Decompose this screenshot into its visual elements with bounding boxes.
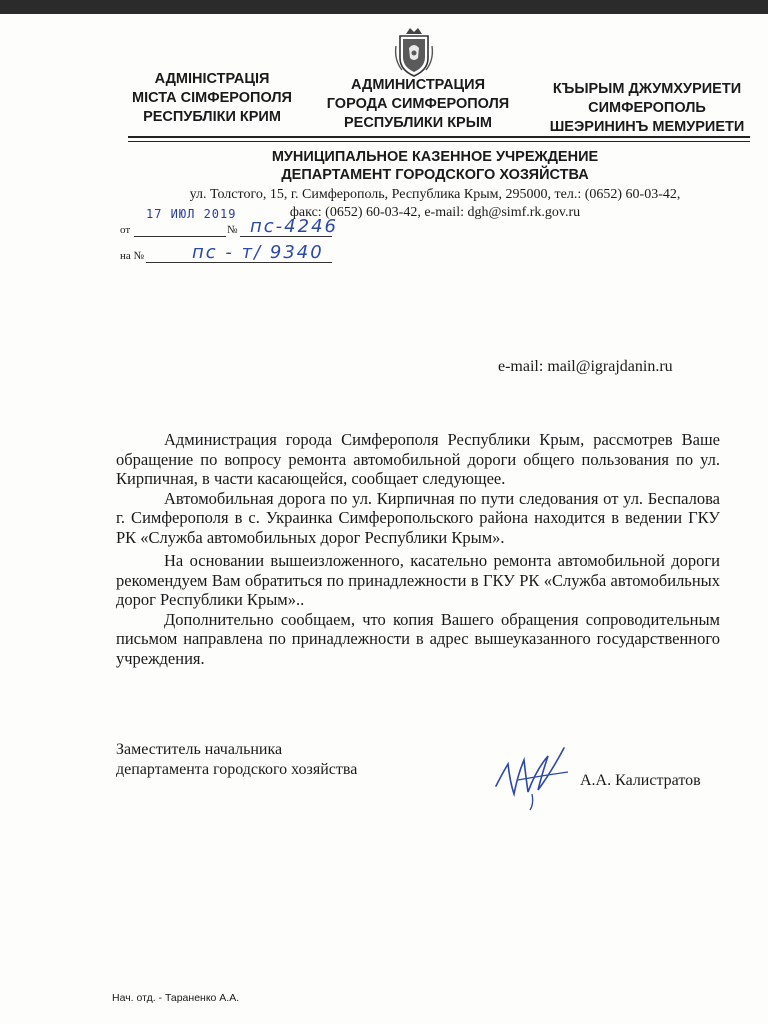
incoming-number-handwritten: пс - т/ 9340 xyxy=(192,242,324,263)
date-underline xyxy=(134,236,226,237)
body-paragraph: Автомобильная дорога по ул. Кирпичная по пути следования от ул. Беспалова г. Симферополя в с. Украинка Симферопольского района находится в ведении ГКУ РК «Служба автомобильных дорог Республики Крым». xyxy=(116,488,720,547)
date-stamp: 17 ИЮЛ 2019 xyxy=(146,207,237,221)
signatory-name: А.А. Калистратов xyxy=(580,772,701,789)
signatory-title: Заместитель начальника департамента городского хозяйства xyxy=(116,741,358,778)
re-number-label: на № xyxy=(120,250,145,262)
header-crimean-tatar-title: КЪЫРЫМ ДЖУМХУРИЕТИ СИМФЕРОПОЛЬ ШЕЭРИНИНЪ МЕМУРИЕТИ xyxy=(549,81,745,135)
letter-page xyxy=(0,14,768,1024)
handwritten-signature-icon xyxy=(488,734,578,814)
header-divider-thick xyxy=(128,136,750,138)
department-address: ул. Толстого, 15, г. Симферополь, Республика Крым, 295000, тел.: (0652) 60-03-42, факс: (0652) 60-03-42, e-mail: dgh@simf.rk.gov.ru xyxy=(189,187,681,220)
header-divider-thin xyxy=(128,141,750,142)
body-paragraph: Дополнительно сообщаем, что копия Вашего обращения сопроводительным письмом направлена по принадлежности в адрес вышеуказанного государственного учреждения. xyxy=(116,609,720,668)
viewer-top-bar xyxy=(0,0,768,14)
executor-note: Нач. отд. - Тараненко А.А. xyxy=(112,992,240,1004)
recipient-email: e-mail: mail@igrajdanin.ru xyxy=(498,358,673,375)
from-label: от xyxy=(120,224,131,236)
outgoing-number-handwritten: пс-4246 xyxy=(250,216,338,237)
department-name: МУНИЦИПАЛЬНОЕ КАЗЕННОЕ УЧРЕЖДЕНИЕ ДЕПАРТАМЕНТ ГОРОДСКОГО ХОЗЯЙСТВА xyxy=(271,149,599,183)
letter-body xyxy=(116,430,720,668)
crimea-coat-of-arms-icon xyxy=(392,26,436,78)
header-russian-title: АДМИНИСТРАЦИЯ ГОРОДА СИМФЕРОПОЛЯ РЕСПУБЛИКИ КРЫМ xyxy=(326,77,510,131)
header-ukrainian-title: АДМІНІСТРАЦІЯ МІСТА СІМФЕРОПОЛЯ РЕСПУБЛІКИ КРИМ xyxy=(132,71,292,125)
body-paragraph: Администрация города Симферополя Республики Крым, рассмотрев Ваше обращение по вопросу ремонта автомобильной дороги общего пользования по ул. Кирпичная, в части касающейся, сообщает следующее. xyxy=(116,430,720,488)
body-paragraph: На основании вышеизложенного, касательно ремонта автомобильной дороги рекомендуем Вам обратиться по принадлежности в ГКУ РК «Служба автомобильных дорог Республики Крым».. xyxy=(116,551,720,609)
number-label: № xyxy=(227,224,238,236)
